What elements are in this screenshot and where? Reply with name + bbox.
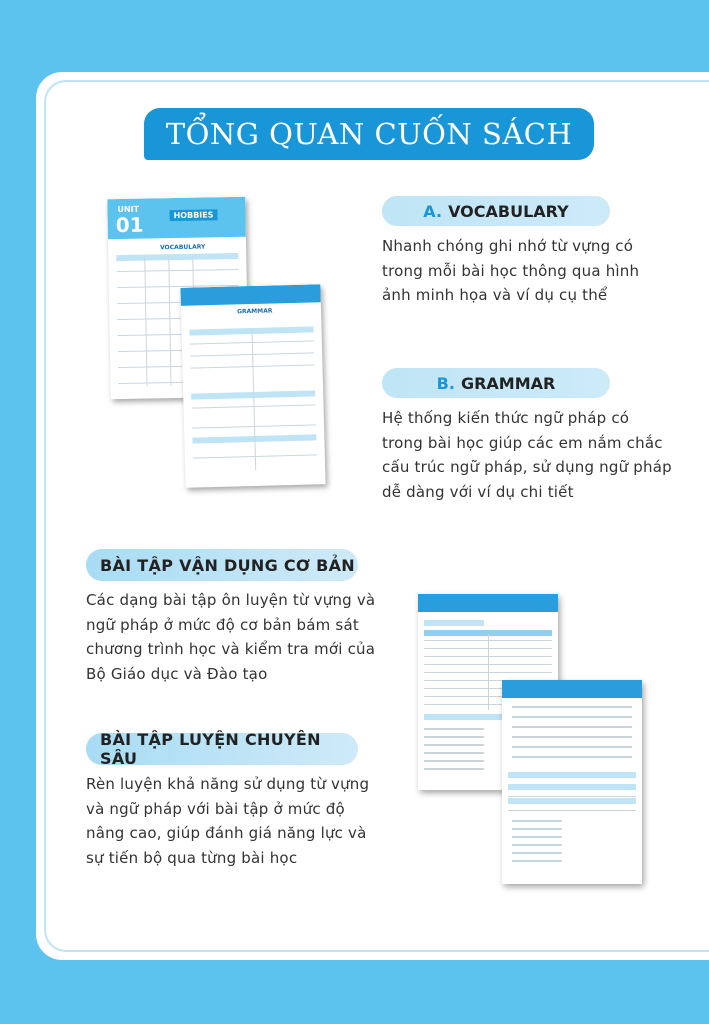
grammar-label: GRAMMAR <box>460 373 556 393</box>
vocab-thumb-heading: VOCABULARY <box>160 243 206 252</box>
page-title: TỔNG QUAN CUỐN SÁCH <box>165 117 573 151</box>
basic-exercise-description: Các dạng bài tập ôn luyện từ vựng và ngữ pháp ở mức độ cơ bản bám sát chương trình học và kiểm tra mới của Bộ Giáo dục và Đào tạo <box>86 591 376 683</box>
vocabulary-pill <box>382 196 610 226</box>
vocabulary-description: Nhanh chóng ghi nhớ từ vựng có trong mỗi bài học thông qua hình ảnh minh họa và ví dụ cụ thể <box>382 237 640 304</box>
advanced-exercise-description: Rèn luyện khả năng sử dụng từ vựng và ngữ pháp với bài tập ở mức độ nâng cao, giúp đánh giá năng lực và sự tiến bộ qua từng bài học <box>86 775 370 867</box>
unit-title: HOBBIES <box>169 209 217 221</box>
grammar-description: Hệ thống kiến thức ngữ pháp có trong bài học giúp các em nắm chắc cấu trúc ngữ pháp, sử dụng ngữ pháp dễ dàng với ví dụ chi tiết <box>382 409 672 501</box>
grammar-thumb-heading: GRAMMAR <box>236 307 273 316</box>
advanced-exercise-label: BÀI TẬP LUYỆN CHUYÊN SÂU <box>100 730 321 768</box>
bottom-band <box>36 960 709 1024</box>
title-banner <box>144 108 594 160</box>
basic-exercise-label: BÀI TẬP VẬN DỤNG CƠ BẢN <box>100 555 355 575</box>
advanced-exercise-thumbnail <box>502 680 642 884</box>
grammar-pill <box>382 368 610 398</box>
unit-label: UNIT <box>117 204 140 215</box>
grammar-page-thumbnail <box>180 284 325 488</box>
advanced-exercise-pill <box>86 730 358 768</box>
vocabulary-label: VOCABULARY <box>448 201 569 221</box>
grammar-letter: B. <box>436 373 455 393</box>
basic-exercise-pill <box>86 549 358 581</box>
unit-number: 01 <box>115 212 144 238</box>
vocabulary-letter: A. <box>423 201 443 221</box>
